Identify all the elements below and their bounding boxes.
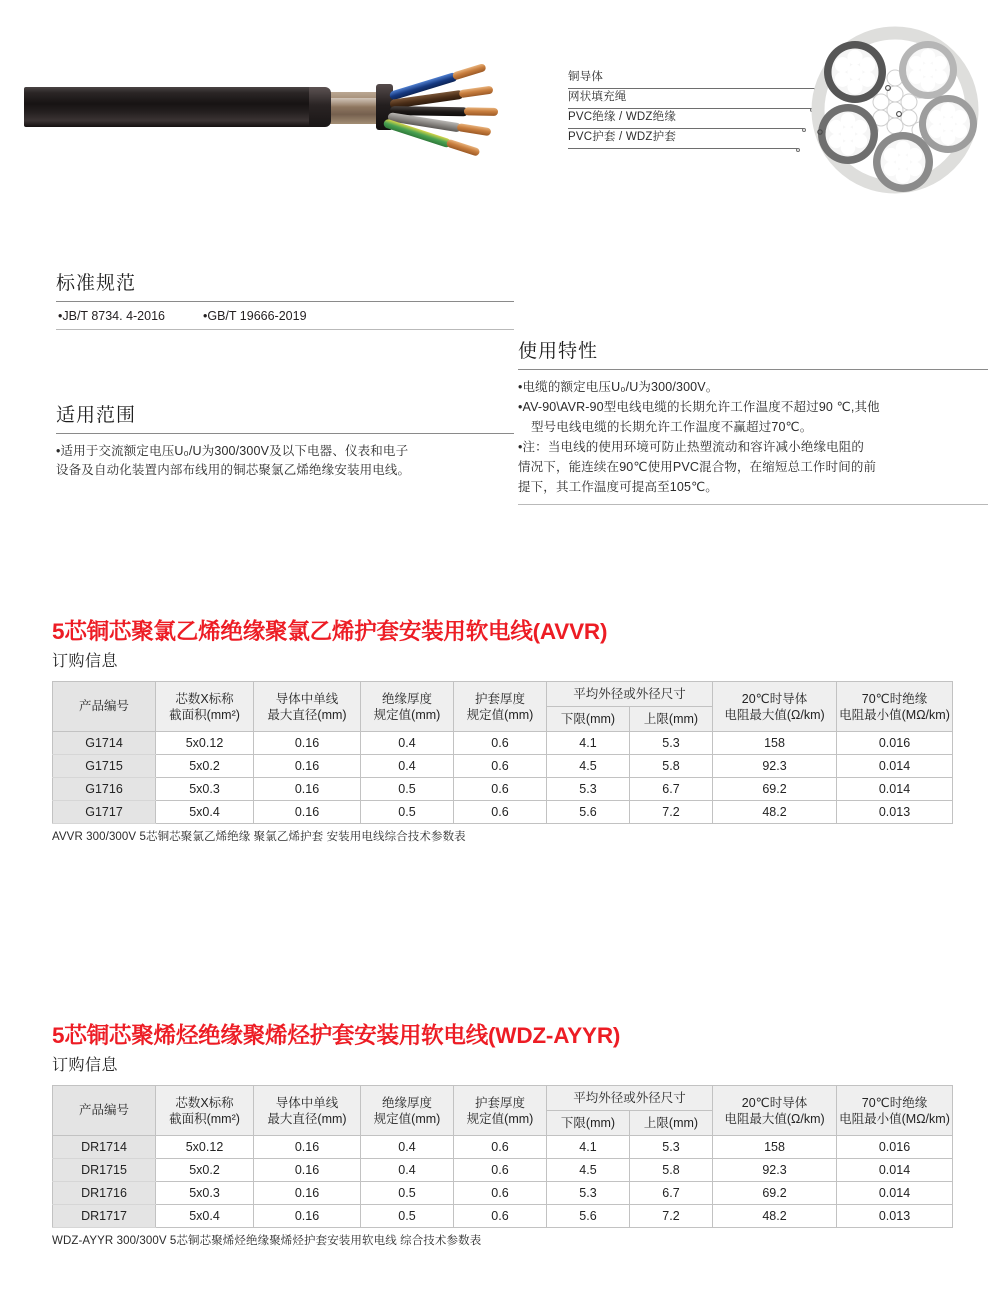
table-row bbox=[53, 1205, 953, 1228]
cell-od-max: 5.3 bbox=[630, 1136, 713, 1159]
callout-label: 铜导体 bbox=[568, 71, 604, 83]
cable-cross-section-diagram bbox=[800, 22, 990, 197]
th-line2: 规定值(mm) bbox=[466, 707, 534, 722]
cell-od-min: 5.6 bbox=[547, 801, 630, 824]
cell-code: DR1716 bbox=[53, 1182, 156, 1205]
th-product-code: 产品编号 bbox=[53, 682, 156, 732]
cell-od-max: 6.7 bbox=[630, 1182, 713, 1205]
cell-insulation: 0.5 bbox=[361, 778, 454, 801]
cell-insulation-resistance: 0.014 bbox=[837, 1159, 953, 1182]
th-line2: 规定值(mm) bbox=[373, 707, 441, 722]
cable-sheath bbox=[24, 87, 314, 127]
cell-cores: 5x0.2 bbox=[156, 755, 254, 778]
th-line1: 绝缘厚度 bbox=[381, 1095, 432, 1110]
cell-cores: 5x0.12 bbox=[156, 1136, 254, 1159]
table-row bbox=[53, 732, 953, 755]
cell-resistance: 92.3 bbox=[713, 755, 837, 778]
cell-wire: 0.16 bbox=[254, 732, 361, 755]
cell-insulation-resistance: 0.014 bbox=[837, 755, 953, 778]
th-outer-diameter-group: 平均外径或外径尺寸 bbox=[547, 1086, 713, 1111]
th-insulation-resistance bbox=[837, 1086, 953, 1136]
cell-wire: 0.16 bbox=[254, 801, 361, 824]
cell-wire: 0.16 bbox=[254, 1205, 361, 1228]
cell-insulation-resistance: 0.016 bbox=[837, 1136, 953, 1159]
usage-body bbox=[518, 370, 988, 504]
th-line2: 规定值(mm) bbox=[466, 1111, 534, 1126]
cell-code: DR1717 bbox=[53, 1205, 156, 1228]
product-title: 5芯铜芯聚氯乙烯绝缘聚氯乙烯护套安装用软电线(AVVR) bbox=[52, 619, 608, 644]
th-line2: 电阻最小值(MΩ/km) bbox=[839, 707, 950, 722]
th-conductor-resistance bbox=[713, 682, 837, 732]
th-line2: 规定值(mm) bbox=[373, 1111, 441, 1126]
cell-cores: 5x0.2 bbox=[156, 1159, 254, 1182]
cell-sheath: 0.6 bbox=[454, 1182, 547, 1205]
callout-insulation bbox=[568, 110, 828, 130]
callout-leader-line bbox=[568, 108, 812, 109]
cell-sheath: 0.6 bbox=[454, 755, 547, 778]
scope-body bbox=[56, 434, 514, 486]
cell-cores: 5x0.12 bbox=[156, 732, 254, 755]
cell-resistance: 69.2 bbox=[713, 778, 837, 801]
scope-line: 设备及自动化装置内部布线用的铜芯聚氯乙烯绝缘安装用电线。 bbox=[56, 463, 411, 477]
spec-table-avvr bbox=[52, 681, 953, 824]
standards-title: 标准规范 bbox=[56, 273, 137, 294]
th-wire-diameter bbox=[254, 1086, 361, 1136]
standard-item: •GB/T 19666-2019 bbox=[203, 309, 307, 323]
cell-resistance: 69.2 bbox=[713, 1182, 837, 1205]
table-row bbox=[53, 801, 953, 824]
usage-line: 型号电线电缆的长期允许工作温度不赢超过70℃。 bbox=[531, 420, 813, 434]
scope-block bbox=[56, 404, 514, 486]
usage-line: •AV-90\AVR-90型电线电缆的长期允许工作温度不超过90 ℃,其他 bbox=[518, 400, 880, 414]
callout-label: PVC护套 / WDZ护套 bbox=[568, 131, 677, 143]
cell-code: DR1715 bbox=[53, 1159, 156, 1182]
usage-title: 使用特性 bbox=[518, 341, 599, 362]
th-insulation-thickness bbox=[361, 1086, 454, 1136]
product-subtitle: 订购信息 bbox=[52, 1057, 119, 1074]
standard-item: •JB/T 8734. 4-2016 bbox=[58, 309, 165, 323]
core-2 bbox=[899, 41, 957, 99]
table-row bbox=[53, 1159, 953, 1182]
cell-cores: 5x0.3 bbox=[156, 1182, 254, 1205]
th-od-min: 下限(mm) bbox=[547, 1111, 630, 1136]
th-line2: 电阻最大值(Ω/km) bbox=[724, 707, 825, 722]
spec-table-wdz-ayyr bbox=[52, 1085, 953, 1228]
cable-sheath-cut bbox=[309, 87, 331, 127]
table-header-row bbox=[53, 1086, 953, 1111]
callout-leader-line bbox=[568, 128, 804, 129]
product-section-wdz-ayyr bbox=[52, 1022, 952, 1249]
usage-line: 情况下，能连续在90℃使用PVC混合物，在缩短总工作时间的前 bbox=[518, 460, 877, 474]
cell-od-min: 4.5 bbox=[547, 755, 630, 778]
standards-items bbox=[56, 302, 514, 329]
usage-block bbox=[518, 340, 988, 505]
cell-sheath: 0.6 bbox=[454, 732, 547, 755]
usage-line: 提下，其工作温度可提高至105℃。 bbox=[518, 480, 718, 494]
cell-resistance: 158 bbox=[713, 1136, 837, 1159]
th-line1: 导体中单线 bbox=[275, 1095, 339, 1110]
cell-sheath: 0.6 bbox=[454, 1205, 547, 1228]
th-line1: 芯数X标称 bbox=[175, 1095, 234, 1110]
cell-cores: 5x0.4 bbox=[156, 1205, 254, 1228]
cell-insulation: 0.4 bbox=[361, 1159, 454, 1182]
cell-od-max: 7.2 bbox=[630, 801, 713, 824]
th-sheath-thickness bbox=[454, 1086, 547, 1136]
cell-code: G1715 bbox=[53, 755, 156, 778]
cell-insulation-resistance: 0.014 bbox=[837, 778, 953, 801]
callout-label: 网状填充绳 bbox=[568, 91, 627, 103]
th-od-max: 上限(mm) bbox=[630, 707, 713, 732]
th-wire-diameter bbox=[254, 682, 361, 732]
table-caption: AVVR 300/300V 5芯铜芯聚氯乙烯绝缘 聚氯乙烯护套 安装用电线综合技术参数表 bbox=[52, 831, 466, 843]
cell-resistance: 48.2 bbox=[713, 801, 837, 824]
th-line2: 最大直径(mm) bbox=[267, 707, 347, 722]
callout-list bbox=[568, 70, 828, 150]
cable-photograph bbox=[24, 44, 494, 170]
cell-code: DR1714 bbox=[53, 1136, 156, 1159]
cell-sheath: 0.6 bbox=[454, 1159, 547, 1182]
table-body bbox=[53, 1136, 953, 1228]
divider bbox=[56, 329, 514, 330]
standards-block bbox=[56, 272, 514, 330]
th-line2: 最大直径(mm) bbox=[267, 1111, 347, 1126]
cell-wire: 0.16 bbox=[254, 755, 361, 778]
th-line1: 绝缘厚度 bbox=[381, 691, 432, 706]
th-outer-diameter-group: 平均外径或外径尺寸 bbox=[547, 682, 713, 707]
cell-od-min: 4.5 bbox=[547, 1159, 630, 1182]
cell-insulation-resistance: 0.016 bbox=[837, 732, 953, 755]
cell-insulation: 0.4 bbox=[361, 755, 454, 778]
product-title: 5芯铜芯聚烯烃绝缘聚烯烃护套安装用软电线(WDZ-AYYR) bbox=[52, 1023, 621, 1048]
cell-od-min: 4.1 bbox=[547, 1136, 630, 1159]
scope-line: •适用于交流额定电压U₀/U为300/300V及以下电器、仪表和电子 bbox=[56, 444, 409, 458]
cell-resistance: 92.3 bbox=[713, 1159, 837, 1182]
cell-sheath: 0.6 bbox=[454, 1136, 547, 1159]
core-3 bbox=[919, 95, 977, 153]
cable-filler bbox=[324, 92, 384, 124]
cell-resistance: 158 bbox=[713, 732, 837, 755]
cell-od-max: 6.7 bbox=[630, 778, 713, 801]
cell-od-max: 5.3 bbox=[630, 732, 713, 755]
core-5 bbox=[873, 132, 933, 192]
cell-code: G1717 bbox=[53, 801, 156, 824]
th-insulation-resistance bbox=[837, 682, 953, 732]
cell-code: G1716 bbox=[53, 778, 156, 801]
th-line1: 20℃时导体 bbox=[741, 691, 808, 706]
th-insulation-thickness bbox=[361, 682, 454, 732]
cell-insulation: 0.5 bbox=[361, 1182, 454, 1205]
th-sheath-thickness bbox=[454, 682, 547, 732]
callout-outer-sheath bbox=[568, 130, 828, 150]
th-line1: 70℃时绝缘 bbox=[861, 691, 928, 706]
scope-title: 适用范围 bbox=[56, 405, 137, 426]
th-cores bbox=[156, 1086, 254, 1136]
cell-insulation: 0.5 bbox=[361, 1205, 454, 1228]
th-product-code: 产品编号 bbox=[53, 1086, 156, 1136]
callout-leader-line bbox=[568, 88, 816, 89]
cell-insulation-resistance: 0.013 bbox=[837, 801, 953, 824]
th-conductor-resistance bbox=[713, 1086, 837, 1136]
cell-od-min: 4.1 bbox=[547, 732, 630, 755]
table-caption: WDZ-AYYR 300/300V 5芯铜芯聚烯烃绝缘聚烯烃护套安装用软电线 综合技术参数表 bbox=[52, 1235, 482, 1247]
table-row bbox=[53, 1136, 953, 1159]
usage-line: •电缆的额定电压U₀/U为300/300V。 bbox=[518, 380, 719, 394]
cell-wire: 0.16 bbox=[254, 778, 361, 801]
cell-od-max: 5.8 bbox=[630, 755, 713, 778]
th-line1: 导体中单线 bbox=[275, 691, 339, 706]
th-od-min: 下限(mm) bbox=[547, 707, 630, 732]
th-line2: 截面积(mm²) bbox=[169, 1111, 240, 1126]
callout-label: PVC绝缘 / WDZ绝缘 bbox=[568, 111, 677, 123]
table-row bbox=[53, 778, 953, 801]
core-1 bbox=[824, 41, 886, 103]
cell-insulation-resistance: 0.014 bbox=[837, 1182, 953, 1205]
cell-sheath: 0.6 bbox=[454, 801, 547, 824]
cell-resistance: 48.2 bbox=[713, 1205, 837, 1228]
th-cores bbox=[156, 682, 254, 732]
cell-od-max: 5.8 bbox=[630, 1159, 713, 1182]
callout-filler-rope bbox=[568, 90, 828, 110]
cell-cores: 5x0.3 bbox=[156, 778, 254, 801]
core-4 bbox=[818, 104, 878, 164]
table-row bbox=[53, 755, 953, 778]
product-section-avvr bbox=[52, 618, 952, 845]
cell-insulation: 0.5 bbox=[361, 801, 454, 824]
cell-sheath: 0.6 bbox=[454, 778, 547, 801]
th-line1: 护套厚度 bbox=[474, 1095, 525, 1110]
table-head bbox=[53, 682, 953, 732]
callout-conductor bbox=[568, 70, 828, 90]
product-subtitle: 订购信息 bbox=[52, 653, 119, 670]
table-head bbox=[53, 1086, 953, 1136]
callout-leader-line bbox=[568, 148, 798, 149]
table-row bbox=[53, 1182, 953, 1205]
table-header-row bbox=[53, 682, 953, 707]
table-body bbox=[53, 732, 953, 824]
cell-od-min: 5.6 bbox=[547, 1205, 630, 1228]
cell-insulation: 0.4 bbox=[361, 732, 454, 755]
th-od-max: 上限(mm) bbox=[630, 1111, 713, 1136]
th-line1: 70℃时绝缘 bbox=[861, 1095, 928, 1110]
th-line2: 电阻最小值(MΩ/km) bbox=[839, 1111, 950, 1126]
cell-wire: 0.16 bbox=[254, 1159, 361, 1182]
cell-od-max: 7.2 bbox=[630, 1205, 713, 1228]
cell-cores: 5x0.4 bbox=[156, 801, 254, 824]
hero-section bbox=[0, 0, 1000, 215]
usage-line: •注：当电线的使用环境可防止热塑流动和容许减小绝缘电阻的 bbox=[518, 440, 865, 454]
cell-od-min: 5.3 bbox=[547, 1182, 630, 1205]
cell-od-min: 5.3 bbox=[547, 778, 630, 801]
th-line2: 电阻最大值(Ω/km) bbox=[724, 1111, 825, 1126]
th-line2: 截面积(mm²) bbox=[169, 707, 240, 722]
divider bbox=[518, 504, 988, 505]
th-line1: 20℃时导体 bbox=[741, 1095, 808, 1110]
cell-insulation: 0.4 bbox=[361, 1136, 454, 1159]
cell-wire: 0.16 bbox=[254, 1182, 361, 1205]
th-line1: 芯数X标称 bbox=[175, 691, 234, 706]
cell-insulation-resistance: 0.013 bbox=[837, 1205, 953, 1228]
th-line1: 护套厚度 bbox=[474, 691, 525, 706]
cell-wire: 0.16 bbox=[254, 1136, 361, 1159]
cell-code: G1714 bbox=[53, 732, 156, 755]
